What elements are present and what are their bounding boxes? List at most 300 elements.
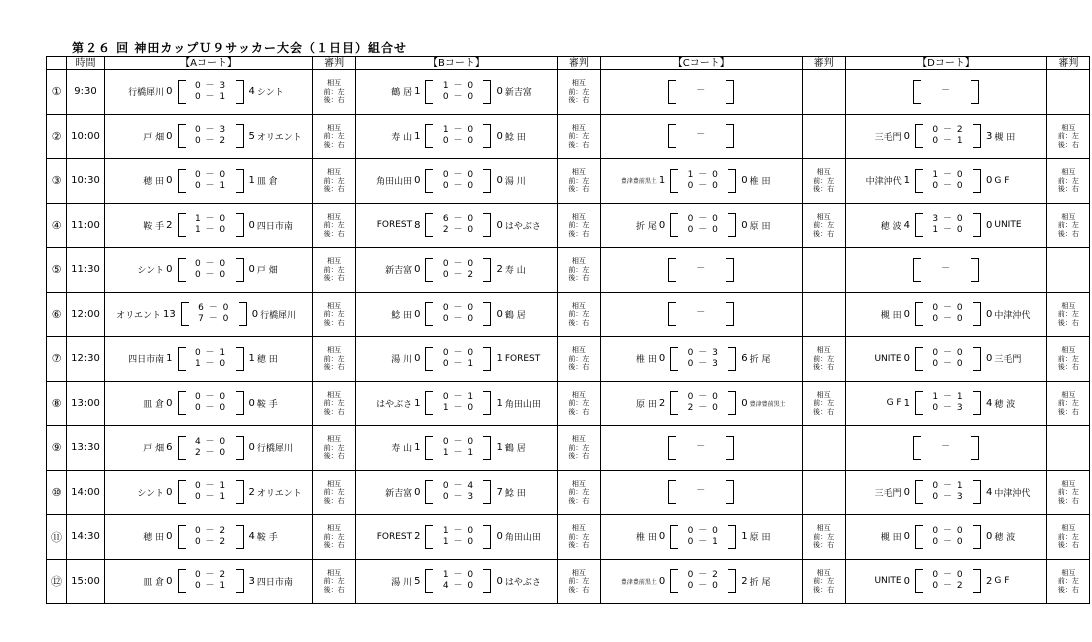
home-score: 0 xyxy=(414,353,421,365)
first-half-score: 0 － 0 xyxy=(194,258,227,269)
home-score: 0 xyxy=(903,353,910,365)
referee-second-half: 後：右 xyxy=(1057,229,1079,238)
bracket-right xyxy=(236,80,244,104)
match-time: 14:30 xyxy=(67,515,105,560)
referee-mutual: 相互 xyxy=(1061,390,1076,399)
match-cell-court-d-empty xyxy=(845,248,1047,293)
match-time: 13:30 xyxy=(67,426,105,471)
first-half-score: 0 － 0 xyxy=(194,169,227,180)
referee-cell-empty xyxy=(1047,426,1090,471)
empty-score-mark: － xyxy=(940,85,951,96)
away-score: 0 xyxy=(496,575,503,587)
referee-cell xyxy=(313,203,356,248)
match-number: ⑪ xyxy=(47,515,67,560)
referee-first-half: 前：左 xyxy=(568,132,590,140)
half-scores xyxy=(425,391,491,415)
home-score: 1 xyxy=(414,397,421,409)
second-half-score: 0 － 0 xyxy=(932,358,964,369)
second-half-score: 0 － 3 xyxy=(932,403,964,414)
first-half-score: 1 － 0 xyxy=(932,169,964,180)
referee-cell xyxy=(557,292,600,337)
first-half-score: 0 － 0 xyxy=(442,258,475,269)
first-half-score: 6 － 0 xyxy=(198,303,230,314)
home-score: 1 xyxy=(903,175,910,187)
referee-mutual: 相互 xyxy=(327,346,342,354)
match-cell-court-d xyxy=(845,203,1047,248)
half-scores xyxy=(670,347,736,371)
referee-mutual: 相互 xyxy=(327,257,342,265)
away-score: 1 xyxy=(496,353,503,365)
bracket-right xyxy=(239,302,247,326)
header-referee-d: 審判 xyxy=(1047,57,1090,70)
away-team: シント xyxy=(256,88,284,99)
half-scores xyxy=(178,213,244,237)
bracket-right xyxy=(483,569,491,593)
half-scores xyxy=(178,569,244,593)
away-team: 四日市南 xyxy=(256,577,293,588)
half-scores xyxy=(915,391,981,415)
home-team: 三毛門 xyxy=(874,488,902,499)
away-team: 皿 倉 xyxy=(256,177,278,188)
home-team: 行橋犀川 xyxy=(128,88,165,99)
home-team: はやぶさ xyxy=(376,399,413,410)
half-scores xyxy=(181,302,247,326)
away-score: 0 xyxy=(741,219,748,231)
referee-mutual: 相互 xyxy=(571,79,586,87)
half-scores xyxy=(915,525,981,549)
match-number: ⑩ xyxy=(47,470,67,515)
referee-second-half: 後：右 xyxy=(568,363,590,371)
match-cell-court-a xyxy=(105,381,313,426)
referee-first-half: 前：左 xyxy=(813,399,835,407)
referee-second-half: 後：右 xyxy=(568,185,590,193)
first-half-score: 0 － 1 xyxy=(932,481,964,492)
half-scores xyxy=(915,124,981,148)
referee-mutual: 相互 xyxy=(327,390,342,399)
first-half-score: 0 － 1 xyxy=(194,347,227,358)
match-cell-court-c xyxy=(600,381,802,426)
away-team: 折 尾 xyxy=(749,577,771,588)
referee-cell xyxy=(313,248,356,293)
away-team: 新吉富 xyxy=(504,88,532,99)
referee-cell xyxy=(313,559,356,604)
home-score: 0 xyxy=(903,575,910,587)
second-half-score: 0 － 0 xyxy=(194,269,227,280)
match-number: ⑧ xyxy=(47,381,67,426)
referee-first-half: 前：左 xyxy=(568,176,590,185)
first-half-score: 0 － 3 xyxy=(194,80,227,91)
referee-mutual: 相互 xyxy=(327,568,342,577)
home-score: 0 xyxy=(166,86,173,98)
bracket-right xyxy=(483,169,491,193)
away-score: 5 xyxy=(248,130,255,142)
bracket-right xyxy=(971,258,979,282)
first-half-score: 0 － 4 xyxy=(442,481,475,492)
match-row xyxy=(47,70,1090,115)
half-scores xyxy=(915,569,981,593)
bracket-right xyxy=(973,525,981,549)
away-team: 鶴 居 xyxy=(504,310,526,321)
home-team: 穂 田 xyxy=(143,533,165,544)
referee-cell xyxy=(557,203,600,248)
referee-second-half: 後：右 xyxy=(568,229,590,238)
away-score: 1 xyxy=(248,175,255,187)
referee-second-half: 後：右 xyxy=(323,541,345,549)
bracket-right xyxy=(236,124,244,148)
referee-second-half: 後：右 xyxy=(813,541,835,549)
away-team: 原 田 xyxy=(749,533,771,544)
referee-second-half: 後：右 xyxy=(813,229,835,238)
match-time: 11:30 xyxy=(67,248,105,293)
referee-second-half: 後：右 xyxy=(568,318,590,327)
home-score: 1 xyxy=(414,130,421,142)
referee-first-half: 前：左 xyxy=(1057,532,1079,541)
away-score: 0 xyxy=(496,219,503,231)
match-cell-court-d-empty xyxy=(845,426,1047,471)
home-score: 1 xyxy=(414,86,421,98)
referee-first-half: 前：左 xyxy=(323,443,345,452)
half-scores xyxy=(670,391,736,415)
referee-first-half: 前：左 xyxy=(323,265,345,274)
match-cell-court-c xyxy=(600,337,802,382)
referee-cell-empty xyxy=(802,292,845,337)
referee-cell xyxy=(1047,515,1090,560)
header-court-a: 【Aコート】 xyxy=(105,57,313,70)
first-half-score: 1 － 0 xyxy=(442,570,475,581)
second-half-score: 2 － 0 xyxy=(442,225,475,236)
away-score: 6 xyxy=(741,353,748,365)
referee-cell xyxy=(313,426,356,471)
second-half-score: 0 － 1 xyxy=(194,91,227,102)
second-half-score: 1 － 0 xyxy=(442,403,475,414)
match-cell-court-a xyxy=(105,70,313,115)
bracket-right xyxy=(236,169,244,193)
away-score: 0 xyxy=(496,86,503,98)
header-no xyxy=(47,57,67,70)
bracket-right xyxy=(483,80,491,104)
first-half-score: 0 － 0 xyxy=(442,303,475,314)
referee-cell xyxy=(557,114,600,159)
match-time: 11:00 xyxy=(67,203,105,248)
match-cell-court-b xyxy=(356,515,558,560)
home-score: 0 xyxy=(166,175,173,187)
referee-cell xyxy=(802,203,845,248)
away-score: 0 xyxy=(248,442,255,454)
referee-first-half: 前：左 xyxy=(1057,132,1079,140)
match-cell-court-a xyxy=(105,515,313,560)
referee-mutual: 相互 xyxy=(327,301,342,310)
second-half-score: 0 － 0 xyxy=(442,314,475,325)
referee-first-half: 前：左 xyxy=(568,310,590,318)
away-team: 角田山田 xyxy=(504,533,541,544)
away-score: 0 xyxy=(248,397,255,409)
away-score: 4 xyxy=(248,86,255,98)
match-cell-court-a xyxy=(105,114,313,159)
bracket-right xyxy=(728,213,736,237)
bracket-right xyxy=(483,213,491,237)
away-team: 鶴 居 xyxy=(504,444,526,455)
referee-second-half: 後：右 xyxy=(1057,140,1079,149)
bracket-right xyxy=(728,525,736,549)
second-half-score: 0 － 0 xyxy=(442,180,475,191)
away-score: 2 xyxy=(741,575,748,587)
home-team: 戸 畑 xyxy=(143,132,165,143)
second-half-score: 0 － 1 xyxy=(932,136,964,147)
away-score: 4 xyxy=(248,531,255,543)
referee-cell-empty xyxy=(802,248,845,293)
bracket-right xyxy=(728,169,736,193)
half-scores xyxy=(425,124,491,148)
first-half-score: 0 － 0 xyxy=(932,525,964,536)
referee-cell-empty xyxy=(802,426,845,471)
first-half-score: 0 － 2 xyxy=(194,570,227,581)
first-half-score: 0 － 2 xyxy=(687,570,719,581)
referee-mutual: 相互 xyxy=(1061,524,1076,532)
match-cell-court-a xyxy=(105,470,313,515)
referee-second-half: 後：右 xyxy=(568,140,590,149)
match-row xyxy=(47,159,1090,204)
match-number: ⑦ xyxy=(47,337,67,382)
referee-mutual: 相互 xyxy=(571,212,586,221)
away-score: 1 xyxy=(741,531,748,543)
referee-second-half: 後：右 xyxy=(323,229,345,238)
home-score: 8 xyxy=(414,219,421,231)
second-half-score: 1 － 0 xyxy=(194,358,227,369)
referee-second-half: 後：右 xyxy=(568,274,590,282)
second-half-score: 0 － 3 xyxy=(687,358,719,369)
referee-mutual: 相互 xyxy=(1061,346,1076,354)
bracket-right xyxy=(973,124,981,148)
referee-second-half: 後：右 xyxy=(1057,363,1079,371)
away-team: 行橋犀川 xyxy=(260,310,297,321)
referee-mutual: 相互 xyxy=(1061,479,1076,488)
referee-cell xyxy=(557,470,600,515)
match-number: ⑨ xyxy=(47,426,67,471)
match-cell-court-d xyxy=(845,114,1047,159)
match-cell-court-a xyxy=(105,426,313,471)
first-half-score: 0 － 1 xyxy=(442,392,475,403)
referee-mutual: 相互 xyxy=(571,301,586,310)
referee-first-half: 前：左 xyxy=(1057,221,1079,229)
referee-second-half: 後：右 xyxy=(568,407,590,416)
match-time: 10:00 xyxy=(67,114,105,159)
referee-first-half: 前：左 xyxy=(813,532,835,541)
match-cell-court-c xyxy=(600,559,802,604)
match-cell-court-b xyxy=(356,248,558,293)
referee-first-half: 前：左 xyxy=(568,577,590,585)
away-team: UNITE xyxy=(994,220,1022,231)
referee-cell xyxy=(1047,559,1090,604)
away-score: 1 xyxy=(496,397,503,409)
referee-second-half: 後：右 xyxy=(1057,185,1079,193)
bracket-right xyxy=(236,436,244,460)
home-score: 0 xyxy=(903,308,910,320)
match-cell-court-d xyxy=(845,559,1047,604)
second-half-score: 0 － 3 xyxy=(932,492,964,503)
away-team: 鯰 田 xyxy=(504,488,526,499)
second-half-score: 0 － 2 xyxy=(442,269,475,280)
second-half-score: 0 － 2 xyxy=(194,136,227,147)
match-row xyxy=(47,203,1090,248)
header-referee-b: 審判 xyxy=(557,57,600,70)
referee-second-half: 後：右 xyxy=(1057,318,1079,327)
referee-first-half: 前：左 xyxy=(323,176,345,185)
match-row xyxy=(47,426,1090,471)
referee-mutual: 相互 xyxy=(327,79,342,87)
bracket-right xyxy=(236,258,244,282)
match-cell-court-b xyxy=(356,114,558,159)
bracket-right xyxy=(483,302,491,326)
empty-score-box xyxy=(668,480,734,504)
first-half-score: 1 － 0 xyxy=(442,80,475,91)
referee-mutual: 相互 xyxy=(1061,212,1076,221)
match-row xyxy=(47,292,1090,337)
home-team: 新吉富 xyxy=(385,266,413,277)
away-team: 槻 田 xyxy=(994,132,1016,143)
referee-cell-empty xyxy=(802,114,845,159)
match-cell-court-d xyxy=(845,515,1047,560)
match-cell-court-d xyxy=(845,337,1047,382)
header-court-c: 【Cコート】 xyxy=(600,57,802,70)
away-team: 行橋犀川 xyxy=(256,444,293,455)
home-score: 2 xyxy=(658,397,666,409)
first-half-score: 0 － 3 xyxy=(194,125,227,136)
away-team: 椎 田 xyxy=(749,177,771,188)
home-team: シント xyxy=(137,266,165,277)
home-team: オリエント xyxy=(116,310,161,321)
match-row xyxy=(47,381,1090,426)
second-half-score: 0 － 0 xyxy=(932,314,964,325)
page-title: 第２６ 回 神田カップＵ９サッカー大会（１日目）組合せ xyxy=(72,41,407,55)
home-team: 椎 田 xyxy=(635,533,657,544)
match-time: 13:00 xyxy=(67,381,105,426)
match-cell-court-c-empty xyxy=(600,292,802,337)
away-score: 0 xyxy=(741,175,748,187)
referee-cell xyxy=(557,559,600,604)
bracket-right xyxy=(483,124,491,148)
header-referee-c: 審判 xyxy=(802,57,845,70)
home-team: UNITE xyxy=(874,353,902,364)
second-half-score: 0 － 1 xyxy=(194,492,227,503)
match-cell-court-a xyxy=(105,337,313,382)
away-team: 穂 田 xyxy=(256,355,278,366)
away-score: 0 xyxy=(496,531,503,543)
second-half-score: 0 － 1 xyxy=(442,358,475,369)
home-score: 0 xyxy=(166,130,173,142)
empty-score-mark: － xyxy=(940,263,951,274)
second-half-score: 0 － 0 xyxy=(442,91,475,102)
referee-second-half: 後：右 xyxy=(323,140,345,149)
bracket-right xyxy=(726,480,734,504)
match-number: ① xyxy=(47,70,67,115)
home-score: 1 xyxy=(903,397,910,409)
referee-mutual: 相互 xyxy=(1061,568,1076,577)
away-score: 2 xyxy=(248,486,255,498)
away-team: オリエント xyxy=(256,132,302,143)
home-score: 0 xyxy=(414,264,421,276)
second-half-score: 0 － 0 xyxy=(687,581,719,592)
first-half-score: 0 － 2 xyxy=(932,125,964,136)
second-half-score: 4 － 0 xyxy=(442,581,475,592)
referee-cell xyxy=(1047,114,1090,159)
first-half-score: 1 － 0 xyxy=(442,125,475,136)
referee-second-half: 後：右 xyxy=(323,318,345,327)
referee-cell xyxy=(313,114,356,159)
referee-second-half: 後：右 xyxy=(813,407,835,416)
home-team: 槻 田 xyxy=(880,310,902,321)
half-scores xyxy=(670,213,736,237)
referee-cell-empty xyxy=(1047,248,1090,293)
match-row xyxy=(47,114,1090,159)
bracket-right xyxy=(483,391,491,415)
home-score: 0 xyxy=(658,531,666,543)
referee-cell xyxy=(557,159,600,204)
second-half-score: 0 － 1 xyxy=(194,581,227,592)
referee-mutual: 相互 xyxy=(327,168,342,176)
referee-mutual: 相互 xyxy=(571,568,586,577)
referee-cell xyxy=(557,337,600,382)
match-time: 12:00 xyxy=(67,292,105,337)
referee-first-half: 前：左 xyxy=(323,399,345,407)
referee-second-half: 後：右 xyxy=(568,452,590,460)
home-score: 0 xyxy=(903,486,910,498)
bracket-right xyxy=(971,436,979,460)
referee-first-half: 前：左 xyxy=(568,443,590,452)
second-half-score: 0 － 2 xyxy=(932,581,964,592)
away-team: FOREST xyxy=(504,353,541,364)
away-team: はやぶさ xyxy=(504,577,541,588)
home-score: 1 xyxy=(166,353,173,365)
half-scores xyxy=(915,347,981,371)
empty-score-mark: － xyxy=(940,441,951,452)
schedule-table xyxy=(46,56,1090,604)
match-cell-court-a xyxy=(105,248,313,293)
referee-first-half: 前：左 xyxy=(813,221,835,229)
referee-second-half: 後：右 xyxy=(813,185,835,193)
referee-mutual: 相互 xyxy=(816,524,831,532)
home-score: 13 xyxy=(163,308,176,320)
home-team: 寿 山 xyxy=(391,132,413,143)
away-team: 鯰 田 xyxy=(504,132,526,143)
referee-first-half: 前：左 xyxy=(813,354,835,363)
away-score: 0 xyxy=(251,308,259,320)
empty-score-box xyxy=(668,258,734,282)
home-score: 0 xyxy=(903,130,910,142)
half-scores xyxy=(178,436,244,460)
referee-mutual: 相互 xyxy=(571,435,586,443)
home-team: FOREST xyxy=(376,220,413,231)
half-scores xyxy=(178,124,244,148)
first-half-score: 0 － 2 xyxy=(194,525,227,536)
away-score: 7 xyxy=(496,486,503,498)
match-cell-court-b xyxy=(356,203,558,248)
referee-second-half: 後：右 xyxy=(568,585,590,594)
away-team: 穂 波 xyxy=(994,533,1016,544)
referee-cell xyxy=(557,515,600,560)
header-referee-a: 審判 xyxy=(313,57,356,70)
home-team: 皿 倉 xyxy=(143,399,165,410)
first-half-score: 1 － 0 xyxy=(687,169,719,180)
home-team: 豊津豊前黒土 xyxy=(620,578,657,586)
home-score: 0 xyxy=(414,175,421,187)
referee-mutual: 相互 xyxy=(571,168,586,176)
home-score: 1 xyxy=(414,442,421,454)
second-half-score: 1 － 0 xyxy=(932,225,964,236)
bracket-right xyxy=(483,480,491,504)
referee-cell xyxy=(802,515,845,560)
empty-score-box xyxy=(913,436,979,460)
referee-first-half: 前：左 xyxy=(323,132,345,140)
